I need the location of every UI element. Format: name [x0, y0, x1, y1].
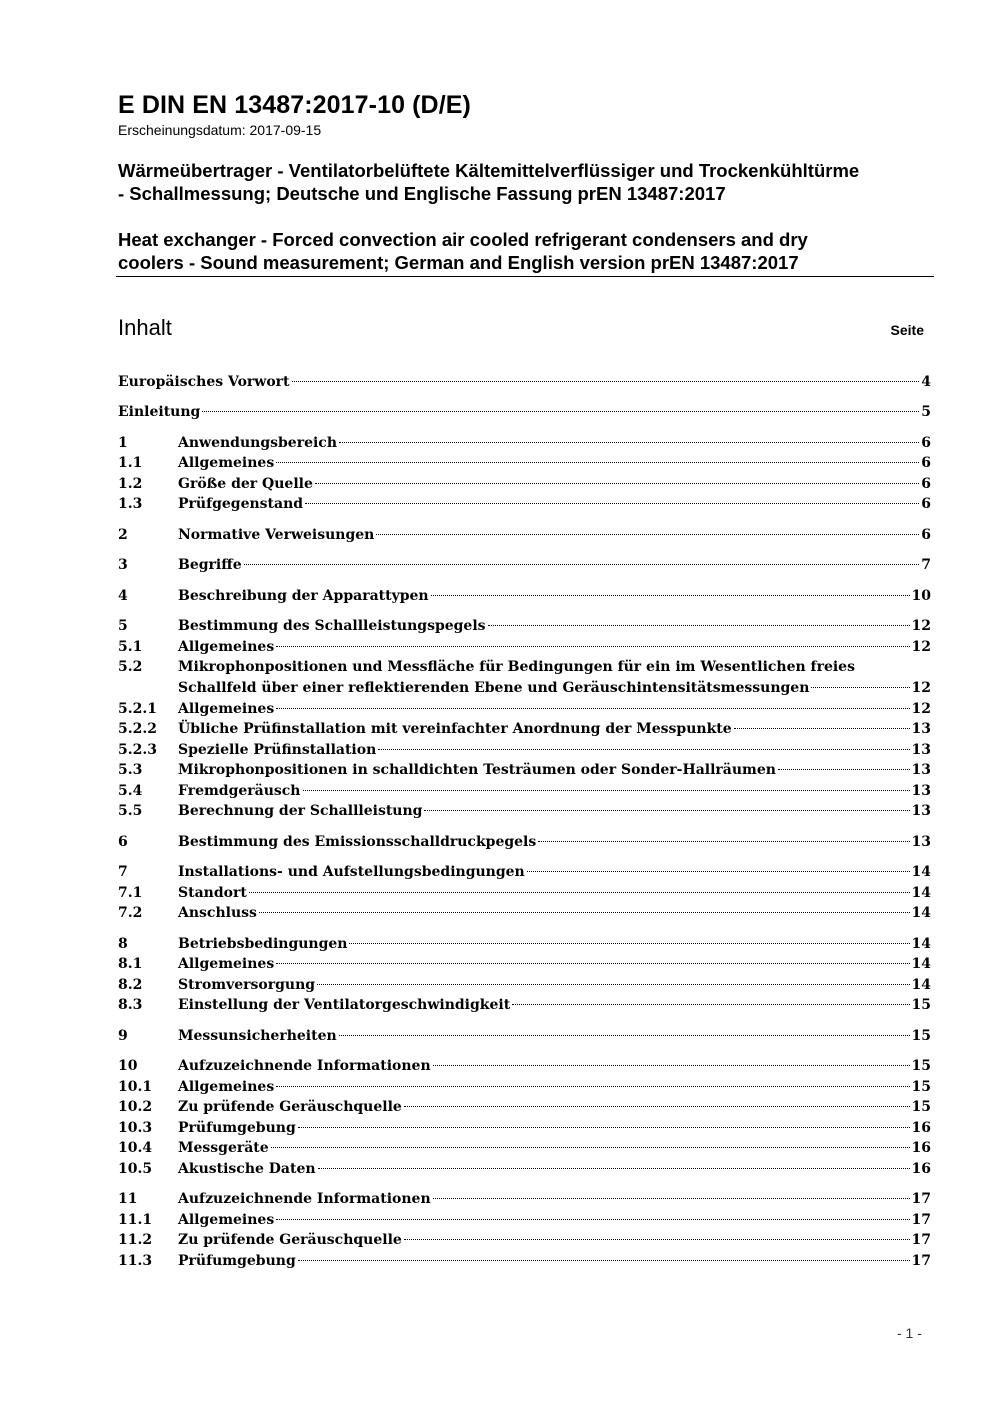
dot-leader	[378, 749, 909, 750]
toc-entry-title: Schallfeld über einer reflektierenden Ebene und Geräuschintensitätsmessungen	[178, 680, 810, 696]
dot-leader	[298, 1127, 910, 1128]
toc-entry[interactable]	[118, 616, 931, 636]
toc-entry-number: 6	[118, 834, 128, 850]
toc-entry-title: Zu prüfende Geräuschquelle	[178, 1232, 402, 1248]
toc-entry-page: 13	[911, 783, 931, 799]
toc-entry-title: Allgemeines	[178, 1212, 275, 1228]
toc-entry[interactable]	[118, 975, 931, 995]
dot-leader	[276, 1086, 909, 1087]
toc-entry-title: Berechnung der Schallleistung	[178, 803, 423, 819]
dot-leader	[202, 411, 919, 412]
toc-entry-page: 14	[911, 936, 931, 952]
toc-entry-number: 3	[118, 557, 128, 573]
dot-leader	[318, 1168, 910, 1169]
dot-leader	[317, 984, 909, 985]
dot-leader	[349, 943, 909, 944]
toc-entry[interactable]	[118, 740, 931, 760]
toc-entry-page: 6	[921, 476, 931, 492]
toc-entry[interactable]	[118, 934, 931, 954]
toc-entry-title: Zu prüfende Geräuschquelle	[178, 1099, 402, 1115]
toc-entry-page: 17	[911, 1191, 931, 1207]
dot-leader	[433, 1198, 910, 1199]
toc-entry-title: Einleitung	[118, 404, 201, 420]
toc-entry-title: Betriebsbedingungen	[178, 936, 348, 952]
toc-entry-number: 10.5	[118, 1161, 153, 1177]
toc-entry-number: 1	[118, 435, 128, 451]
toc-entry-page: 12	[911, 639, 931, 655]
title-german-line-2: - Schallmessung; Deutsche und Englische Fassung prEN 13487:2017	[118, 183, 726, 204]
toc-entry-page: 16	[911, 1120, 931, 1136]
toc-entry[interactable]	[118, 862, 931, 882]
toc-entry-title: Europäisches Vorwort	[118, 374, 290, 390]
toc-entry[interactable]	[118, 657, 931, 699]
toc-entry[interactable]	[118, 1159, 931, 1179]
toc-entry[interactable]	[118, 1210, 931, 1230]
toc-entry[interactable]	[118, 760, 931, 780]
dot-leader	[259, 912, 910, 913]
toc-entry-page: 6	[921, 496, 931, 512]
toc-entry[interactable]	[118, 1189, 931, 1209]
toc-entry[interactable]	[118, 903, 931, 923]
toc-entry[interactable]	[118, 433, 931, 453]
toc-entry-page: 13	[911, 834, 931, 850]
toc-entry-page: 12	[911, 618, 931, 634]
toc-entry-title: Prüfgegenstand	[178, 496, 304, 512]
dot-leader	[276, 646, 909, 647]
dot-leader	[538, 841, 909, 842]
toc-entry[interactable]	[118, 1230, 931, 1250]
document-id: E DIN EN 13487:2017-10 (D/E)	[118, 91, 471, 119]
toc-entry-page: 14	[911, 905, 931, 921]
toc-entry-number: 5.3	[118, 762, 143, 778]
toc-entry-number: 2	[118, 527, 128, 543]
toc-entry-title: Stromversorgung	[178, 977, 316, 993]
toc-entry-title: Bestimmung des Emissionsschalldruckpegels	[178, 834, 537, 850]
toc-entry-number: 10.4	[118, 1140, 153, 1156]
toc-entry[interactable]	[118, 1097, 931, 1117]
dot-leader	[303, 790, 910, 791]
toc-entry-number: 1.3	[118, 496, 143, 512]
toc-entry-page: 12	[911, 680, 931, 696]
toc-entry[interactable]	[118, 555, 931, 575]
toc-entry-number: 4	[118, 588, 128, 604]
toc-entry-page: 7	[921, 557, 931, 573]
dot-leader	[305, 503, 919, 504]
header-divider	[116, 276, 934, 277]
toc-entry-title: Allgemeines	[178, 701, 275, 717]
toc-entry[interactable]	[118, 801, 931, 821]
toc-entry[interactable]	[118, 1251, 931, 1271]
toc-entry-number: 9	[118, 1028, 128, 1044]
toc-entry-page: 5	[921, 404, 931, 420]
toc-entry-page: 14	[911, 956, 931, 972]
toc-entry-title: Allgemeines	[178, 1079, 275, 1095]
toc-entry-number: 5.2.2	[118, 721, 157, 737]
toc-entry-page: 14	[911, 885, 931, 901]
toc-entry-page: 10	[911, 588, 931, 604]
toc-entry-page: 4	[921, 374, 931, 390]
title-german-line-1: Wärmeübertrager - Ventilatorbelüftete Kältemittelverflüssiger und Trockenkühltürme	[118, 160, 860, 181]
toc-entry-page: 15	[911, 1058, 931, 1074]
toc-entry[interactable]	[118, 453, 931, 473]
toc-entry[interactable]	[118, 954, 931, 974]
dot-leader	[249, 892, 910, 893]
dot-leader	[778, 769, 910, 770]
toc-entry-number: 1.2	[118, 476, 143, 492]
dot-leader	[292, 381, 920, 382]
toc-entry-page: 17	[911, 1212, 931, 1228]
toc-entry-title: Übliche Prüfinstallation mit vereinfachter Anordnung der Messpunkte	[178, 721, 732, 737]
dot-leader	[276, 1219, 909, 1220]
dot-leader	[424, 810, 909, 811]
toc-entry-title: Installations- und Aufstellungsbedingungen	[178, 864, 525, 880]
toc-entry-title: Aufzuzeichnende Informationen	[178, 1191, 431, 1207]
toc-entry-title: Beschreibung der Apparattypen	[178, 588, 429, 604]
toc-entry-title: Messunsicherheiten	[178, 1028, 337, 1044]
dot-leader	[339, 442, 919, 443]
toc-entry-number: 5	[118, 618, 128, 634]
toc-entry-title: Allgemeines	[178, 639, 275, 655]
toc-entry-page: 13	[911, 762, 931, 778]
toc-entry-title: Prüfumgebung	[178, 1253, 296, 1269]
toc-entry-number: 1.1	[118, 455, 143, 471]
toc-entry[interactable]	[118, 494, 931, 514]
toc-entry[interactable]	[118, 832, 931, 852]
dot-leader	[376, 534, 919, 535]
dot-leader	[488, 625, 910, 626]
toc-entry-title: Mikrophonpositionen in schalldichten Testräumen oder Sonder-Hallräumen	[178, 762, 776, 778]
dot-leader	[404, 1239, 910, 1240]
toc-entry-number: 11.3	[118, 1253, 153, 1269]
toc-entry-number: 8	[118, 936, 128, 952]
dot-leader	[276, 963, 909, 964]
toc-entry-title: Anwendungsbereich	[178, 435, 337, 451]
toc-entry-number: 8.1	[118, 956, 143, 972]
toc-entry-number: 5.5	[118, 803, 143, 819]
toc-entry-title: Allgemeines	[178, 956, 275, 972]
dot-leader	[271, 1147, 910, 1148]
dot-leader	[404, 1106, 910, 1107]
toc-entry-title: Begriffe	[178, 557, 242, 573]
toc-entry-number: 11	[118, 1191, 138, 1207]
title-english-line-1: Heat exchanger - Forced convection air cooled refrigerant condensers and dry	[118, 229, 808, 250]
toc-entry[interactable]	[118, 699, 931, 719]
toc-entry-number: 5.2.1	[118, 701, 157, 717]
dot-leader	[433, 1065, 910, 1066]
toc-entry-number: 10.1	[118, 1079, 153, 1095]
toc-entry[interactable]	[118, 1026, 931, 1046]
toc-entry-title: Prüfumgebung	[178, 1120, 296, 1136]
toc-entry-title: Akustische Daten	[178, 1161, 316, 1177]
toc-entry[interactable]	[118, 402, 931, 422]
toc-entry-title: Größe der Quelle	[178, 476, 313, 492]
toc-entry-page: 6	[921, 435, 931, 451]
dot-leader	[298, 1260, 910, 1261]
title-english-line-2: coolers - Sound measurement; German and English version prEN 13487:2017	[118, 252, 799, 273]
toc-entry-page: 16	[911, 1140, 931, 1156]
toc-entry[interactable]	[118, 781, 931, 801]
toc-entry-page: 14	[911, 977, 931, 993]
toc-heading: Inhalt	[118, 315, 172, 340]
toc-entry[interactable]	[118, 883, 931, 903]
toc-entry-page: 13	[911, 721, 931, 737]
toc-entry-title: Messgeräte	[178, 1140, 269, 1156]
toc-entry-number: 10.2	[118, 1099, 153, 1115]
toc-entry-title-line-1: Mikrophonpositionen und Messfläche für Bedingungen für ein im Wesentlichen freies	[178, 659, 855, 675]
toc-entry-number: 7	[118, 864, 128, 880]
toc-entry[interactable]	[118, 525, 931, 545]
toc-entry[interactable]	[118, 1056, 931, 1076]
toc-entry-number: 8.3	[118, 997, 143, 1013]
toc-entry-title: Anschluss	[178, 905, 257, 921]
toc-entry-page: 6	[921, 527, 931, 543]
dot-leader	[431, 595, 910, 596]
toc-entry-number: 5.2	[118, 659, 143, 675]
toc-entry-title: Spezielle Prüfinstallation	[178, 742, 377, 758]
publication-date: Erscheinungsdatum: 2017-09-15	[118, 122, 322, 138]
toc-entry-number: 5.1	[118, 639, 143, 655]
toc-entry-title: Aufzuzeichnende Informationen	[178, 1058, 431, 1074]
page-number: - 1 -	[897, 1325, 922, 1341]
toc-entry-page: 13	[911, 803, 931, 819]
toc-entry-title: Bestimmung des Schallleistungspegels	[178, 618, 486, 634]
toc-entry-title: Einstellung der Ventilatorgeschwindigkeit	[178, 997, 511, 1013]
toc-entry-number: 7.1	[118, 885, 143, 901]
dot-leader	[276, 462, 919, 463]
toc-entry-page: 12	[911, 701, 931, 717]
toc-entry-page: 15	[911, 1099, 931, 1115]
dot-leader	[811, 687, 909, 688]
toc-entry-page: 6	[921, 455, 931, 471]
toc-entry-title: Fremdgeräusch	[178, 783, 301, 799]
dot-leader	[734, 728, 910, 729]
toc-entry-title: Allgemeines	[178, 455, 275, 471]
dot-leader	[315, 483, 919, 484]
toc-entry-page: 17	[911, 1253, 931, 1269]
toc-entry-title: Standort	[178, 885, 247, 901]
toc-entry-number: 8.2	[118, 977, 143, 993]
toc-entry[interactable]	[118, 1118, 931, 1138]
dot-leader	[244, 564, 920, 565]
toc-entry-number: 10	[118, 1058, 138, 1074]
dot-leader	[527, 871, 910, 872]
toc-entry-page: 13	[911, 742, 931, 758]
toc-entry-number: 11.1	[118, 1212, 153, 1228]
toc-entry-page: 15	[911, 997, 931, 1013]
toc-entry-page: 15	[911, 1079, 931, 1095]
toc-entry[interactable]	[118, 372, 931, 392]
toc-entry-title: Normative Verweisungen	[178, 527, 375, 543]
toc-entry-page: 17	[911, 1232, 931, 1248]
dot-leader	[276, 708, 909, 709]
toc-entry-number: 5.2.3	[118, 742, 157, 758]
toc-entry-page: 15	[911, 1028, 931, 1044]
toc-entry[interactable]	[118, 995, 931, 1015]
toc-entry[interactable]	[118, 1077, 931, 1097]
toc-entry-number: 10.3	[118, 1120, 153, 1136]
toc-entry-page: 14	[911, 864, 931, 880]
toc-page-column-label: Seite	[890, 322, 924, 338]
dot-leader	[512, 1004, 909, 1005]
toc-entry[interactable]	[118, 719, 931, 739]
toc-entry-number: 7.2	[118, 905, 143, 921]
toc-entry[interactable]	[118, 1138, 931, 1158]
dot-leader	[339, 1035, 910, 1036]
toc-entry-page: 16	[911, 1161, 931, 1177]
toc-entry-number: 5.4	[118, 783, 143, 799]
toc-entry[interactable]	[118, 637, 931, 657]
toc-entry[interactable]	[118, 586, 931, 606]
toc-entry-number: 11.2	[118, 1232, 153, 1248]
toc-entry[interactable]	[118, 474, 931, 494]
